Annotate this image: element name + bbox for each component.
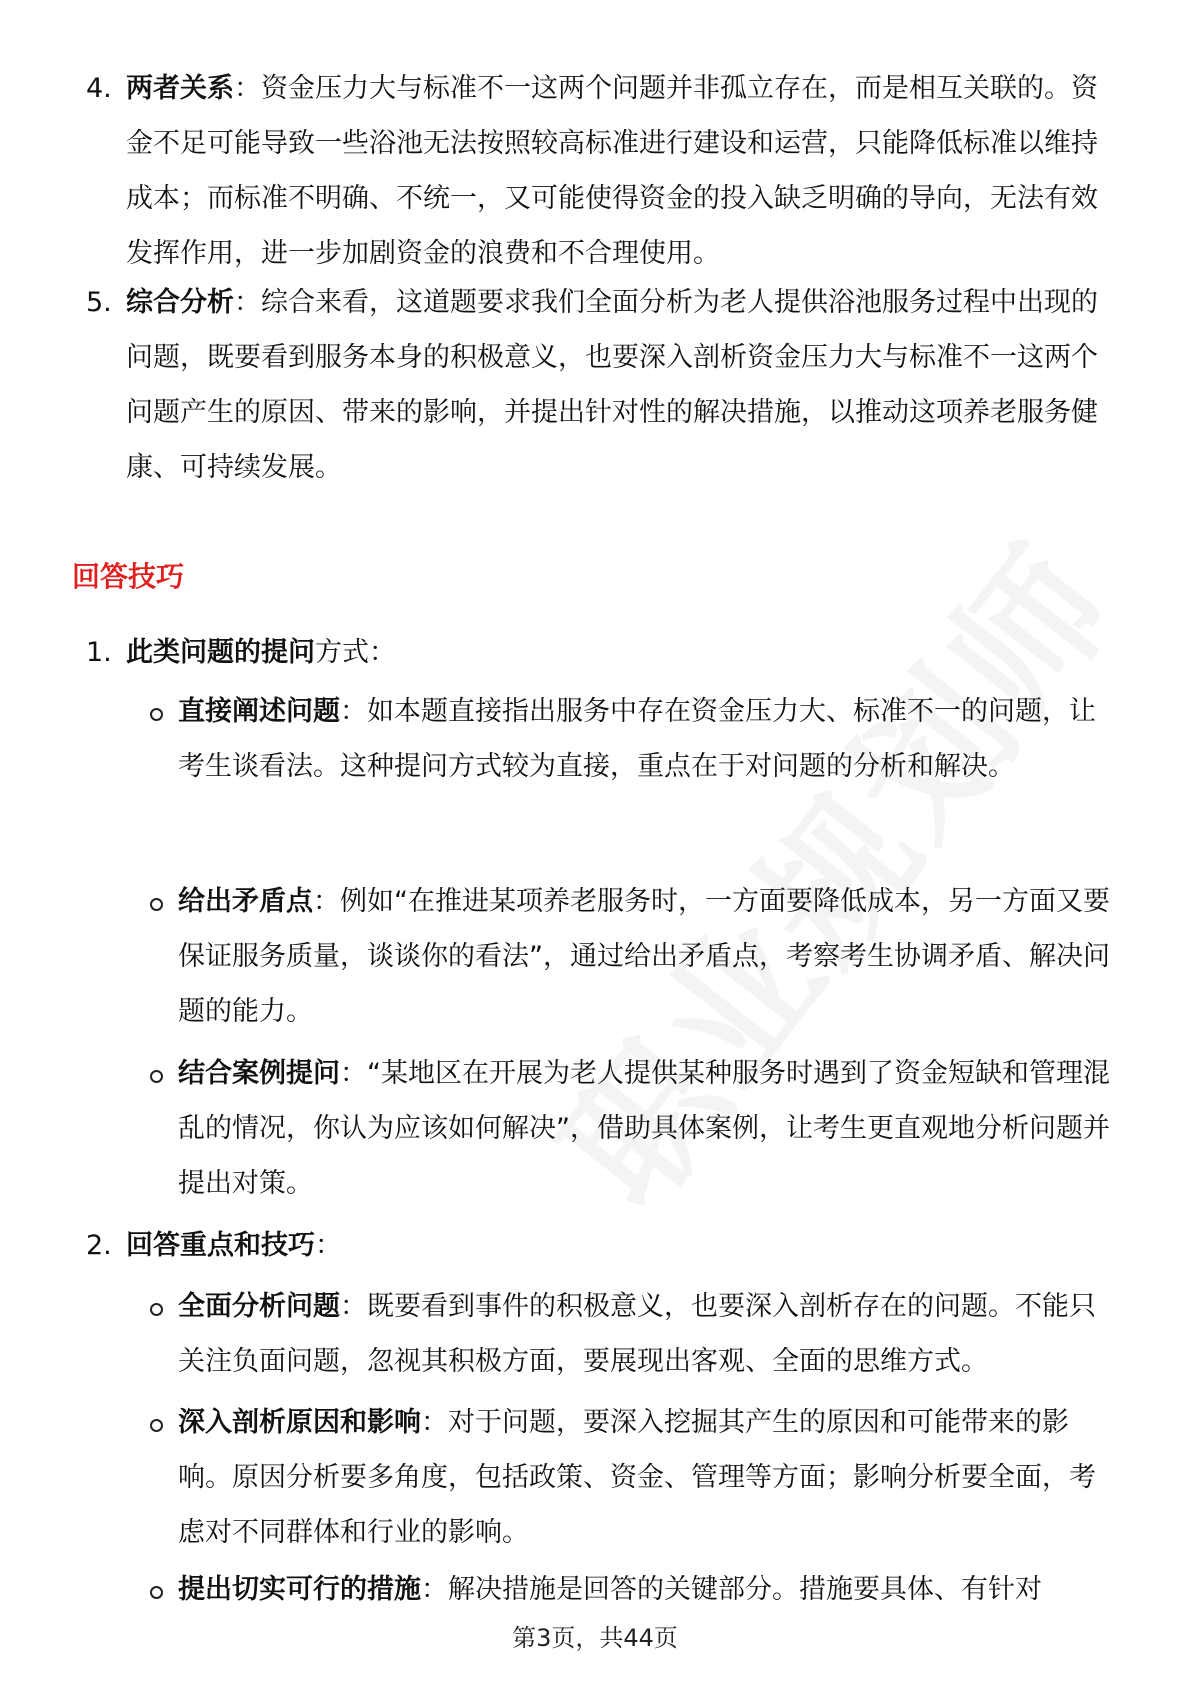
list-item-body: ：综合来看，这道题要求我们全面分析为老人提供浴池服务过程中出现的问题，既要看到服务本身的积极意义，也要深入剖析资金压力大与标准不一这两个问题产生的原因、带来的影响，并提出针对性的解决措施，以推动这项养老服务健康、可持续发展。 [126, 287, 1098, 483]
sub-item-body: ：既要看到事件的积极意义，也要深入剖析存在的问题。不能只关注负面问题，忽视其积极方面，要展现出客观、全面的思维方式。 [178, 1291, 1096, 1377]
list-item-bold: 综合分析 [126, 287, 234, 318]
sub-list-text [178, 1279, 1116, 1389]
circle-bullet-icon [150, 1046, 166, 1062]
list-item-body: ：资金压力大与标准不一这两个问题并非孤立存在，而是相互关联的。资金不足可能导致一些浴池无法按照较高标准进行建设和运营，只能降低标准以维持成本；而标准不明确、不统一，又可能使得资金的投入缺乏明确的导向，无法有效发挥作用，进一步加剧资金的浪费和不合理使用。 [126, 73, 1098, 269]
list-number: 1. [86, 637, 112, 668]
list-item-body: ： [315, 1230, 342, 1261]
page-footer: 第3页，共44页 [512, 1624, 678, 1652]
sub-item-body: ：例如“在推进某项养老服务时，一方面要降低成本，另一方面又要保证服务质量，谈谈你的看法”，通过给出矛盾点，考察考生协调矛盾、解决问题的能力。 [178, 886, 1110, 1027]
list-item-bold: 回答重点和技巧 [126, 1230, 315, 1261]
circle-bullet-icon [150, 1562, 166, 1578]
list-text [126, 1218, 1116, 1273]
sub-list-text [178, 684, 1116, 794]
sub-list-text [178, 1395, 1116, 1560]
sub-item-bold: 全面分析问题 [178, 1291, 340, 1322]
sub-item-bold: 深入剖析原因和影响 [178, 1407, 421, 1438]
list-item-bold: 两者关系 [126, 73, 234, 104]
circle-bullet-icon [150, 1279, 166, 1295]
list-number: 2. [86, 1230, 112, 1261]
list-item-bold: 此类问题的提问 [126, 637, 315, 668]
list-number: 4. [86, 73, 112, 104]
list-text [126, 625, 1116, 680]
sub-list-text [178, 1562, 1116, 1617]
circle-bullet-icon [150, 1395, 166, 1411]
list-item-body: 方式： [315, 637, 396, 668]
list-text [126, 61, 1116, 281]
sub-item-body: ：“某地区在开展为老人提供某种服务时遇到了资金短缺和管理混乱的情况，你认为应该如何解决”，借助具体案例，让考生更直观地分析问题并提出对策。 [178, 1058, 1110, 1199]
sub-list-text [178, 874, 1116, 1039]
circle-bullet-icon [150, 684, 166, 700]
sub-item-body: ：解决措施是回答的关键部分。措施要具体、有针对 [421, 1574, 1042, 1605]
sub-item-bold: 给出矛盾点 [178, 886, 313, 917]
sub-item-body: ：对于问题，要深入挖掘其产生的原因和可能带来的影响。原因分析要多角度，包括政策、资金、管理等方面；影响分析要全面，考虑对不同群体和行业的影响。 [178, 1407, 1096, 1548]
list-number: 5. [86, 287, 112, 318]
circle-bullet-icon [150, 874, 166, 890]
sub-list-text [178, 1046, 1116, 1211]
sub-item-bold: 结合案例提问 [178, 1058, 340, 1089]
sub-item-body: ：如本题直接指出服务中存在资金压力大、标准不一的问题，让考生谈看法。这种提问方式较为直接，重点在于对问题的分析和解决。 [178, 696, 1096, 782]
sub-item-bold: 提出切实可行的措施 [178, 1574, 421, 1605]
section-heading: 回答技巧 [72, 560, 185, 593]
sub-item-bold: 直接阐述问题 [178, 696, 340, 727]
list-text [126, 275, 1116, 495]
